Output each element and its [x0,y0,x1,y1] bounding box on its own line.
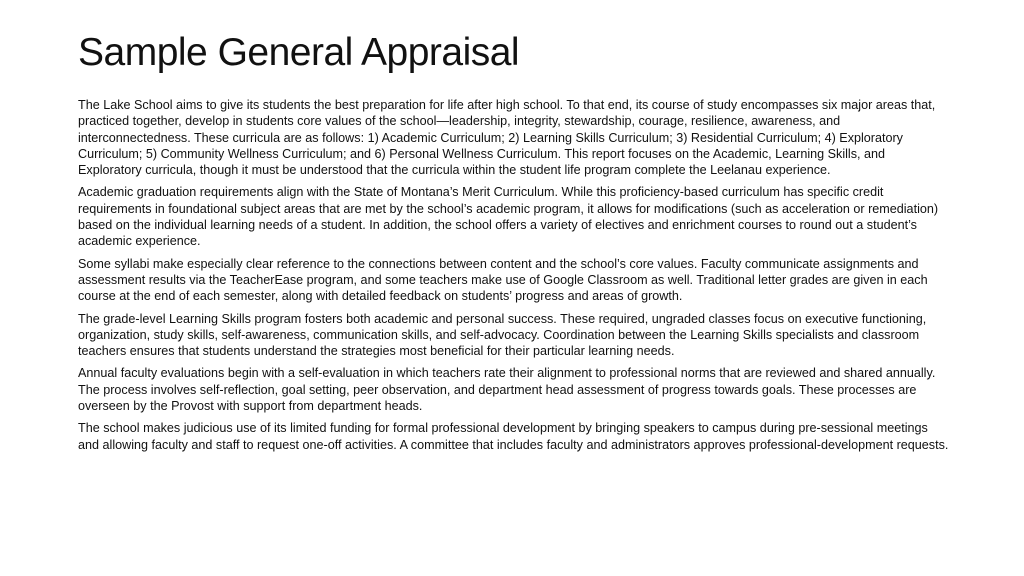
slide-body [78,97,952,453]
paragraph-school-mission: The Lake School aims to give its students the best preparation for life after high school. To that end, its course of study encompasses six major areas that, practiced together, develop in students core values of the school—leadership, integrity, stewardship, courage, resilience, awareness, and interconnectedness. These curricula are as follows: 1) Academic Curriculum; 2) Learning Skills Curriculum; 3) Residential Curriculum; 4) Exploratory Curriculum; 5) Community Wellness Curriculum; and 6) Personal Wellness Curriculum. This report focuses on the Academic, Learning Skills, and Exploratory curricula, though it must be understood that the curricula within the student life program complete the Leelanau experience. [78,98,936,178]
paragraph-faculty-evaluations: Annual faculty evaluations begin with a self-evaluation in which teachers rate their alignment to professional norms that are reviewed and shared annually. The process involves self-reflection, goal setting, peer observation, and department head assessment of progress towards goals. These processes are overseen by the Provost with support from department heads. [78,366,936,414]
slide-title: Sample General Appraisal [78,31,520,74]
paragraph-professional-development: The school makes judicious use of its limited funding for formal professional development by bringing speakers to campus during pre-sessional meetings and allowing faculty and staff to request one-off activities. A committee that includes faculty and administrators approves professional-development requests. [78,421,949,452]
paragraph-syllabi-assessment: Some syllabi make especially clear reference to the connections between content and the school’s core values. Faculty communicate assignments and assessment results via the TeacherEase program, and some teachers make use of Google Classroom as well. Traditional letter grades are given in each course at the end of each semester, along with detailed feedback on students’ progress and areas of growth. [78,256,928,304]
paragraph-graduation-requirements: Academic graduation requirements align with the State of Montana’s Merit Curriculum. While this proficiency-based curriculum has specific credit requirements in foundational subject areas that are met by the school’s academic program, it allows for modifications (such as acceleration or remediation) based on the individual learning needs of a student. In addition, the school offers a variety of electives and enrichment courses to round out a student’s academic experience. [78,185,939,249]
paragraph-learning-skills: The grade-level Learning Skills program fosters both academic and personal success. These required, ungraded classes focus on executive functioning, organization, study skills, self-awareness, communication skills, and self-advocacy. Coordination between the Learning Skills specialists and classroom teachers ensures that students understand the strategies most beneficial for their particular learning needs. [78,311,927,359]
